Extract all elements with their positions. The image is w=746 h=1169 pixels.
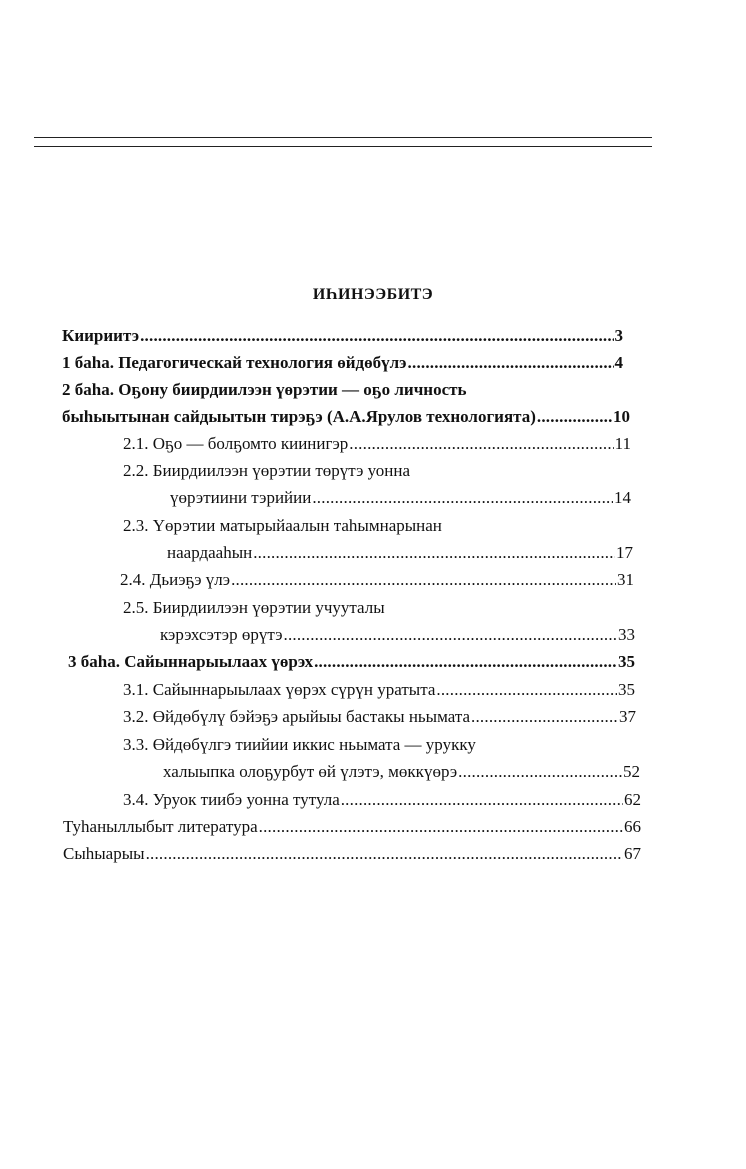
- page-title: ИҺИНЭЭБИТЭ: [312, 286, 434, 303]
- toc-entry-text: Киириитэ: [62, 326, 140, 345]
- toc-page-number: 17: [616, 543, 633, 562]
- leader-dots: [231, 570, 616, 590]
- leader-dots: [312, 488, 613, 508]
- toc-entry-text: 1 баһа. Педагогическай технология өйдөбүлэ: [62, 353, 407, 372]
- toc-page-number: 10: [613, 407, 630, 426]
- toc-entry-2-5-line1[interactable]: 2.5. Биирдиилээн үөрэтии учууталы: [123, 598, 385, 617]
- toc-entry-text: 3.1. Сайыннарыылаах үөрэх сүрүн уратыта: [123, 680, 436, 699]
- toc-entry-text: Туһаныллыбыт литература: [63, 817, 258, 836]
- leader-dots: [140, 326, 613, 346]
- leader-dots: [284, 625, 618, 645]
- toc-entry-appendix[interactable]: [63, 844, 641, 864]
- toc-entry-text: кэрэхсэтэр өрүтэ: [160, 625, 283, 644]
- leader-dots: [436, 680, 617, 700]
- toc-entry-chapter-1[interactable]: [62, 353, 623, 373]
- toc-entry-3-2[interactable]: [123, 707, 636, 727]
- toc-page-number: 62: [624, 790, 641, 809]
- toc-entry-2-2[interactable]: [170, 488, 631, 508]
- toc-entry-text: халыыпка олоҕурбут өй үлэтэ, мөккүөрэ: [163, 762, 458, 781]
- toc-page-number: 31: [617, 570, 634, 589]
- toc-entry-3-4[interactable]: [123, 790, 641, 810]
- toc-entry-chapter-3[interactable]: [68, 652, 635, 672]
- leader-dots: [314, 652, 617, 672]
- toc-entry-3-3[interactable]: [163, 762, 640, 782]
- toc-entry-literature[interactable]: [63, 817, 641, 837]
- toc-entry-intro[interactable]: [62, 326, 623, 346]
- leader-dots: [537, 407, 612, 427]
- toc-entry-2-4[interactable]: [120, 570, 634, 590]
- toc-entry-text: үөрэтиини тэрийии: [170, 488, 312, 507]
- toc-entry-text: наардааһын: [167, 543, 253, 562]
- header-rule-bottom: [34, 146, 652, 147]
- toc-entry-chapter-2[interactable]: [62, 407, 630, 427]
- toc-entry-text: Сыһыарыы: [63, 844, 145, 863]
- toc-entry-2-3[interactable]: [167, 543, 633, 563]
- toc-page-number: 52: [623, 762, 640, 781]
- leader-dots: [408, 353, 614, 373]
- toc-entry-text: быһыытынан сайдыытын тирэҕэ (А.А.Ярулов технологията): [62, 407, 536, 426]
- toc-entry-3-1[interactable]: [123, 680, 635, 700]
- leader-dots: [253, 543, 615, 563]
- toc-page-number: 37: [619, 707, 636, 726]
- leader-dots: [341, 790, 623, 810]
- toc-entry-2-2-line1[interactable]: 2.2. Биирдиилээн үөрэтии төрүтэ уонна: [123, 461, 410, 480]
- toc-entry-2-3-line1[interactable]: 2.3. Үөрэтии матырыйаалын таһымнарынан: [123, 516, 442, 535]
- toc-page-number: 11: [614, 434, 631, 453]
- toc-page-number: 4: [614, 353, 623, 372]
- toc-entry-2-1[interactable]: [123, 434, 631, 454]
- leader-dots: [458, 762, 622, 782]
- toc-page-number: 35: [618, 652, 635, 671]
- toc-page-number: 66: [624, 817, 641, 836]
- leader-dots: [471, 707, 618, 727]
- leader-dots: [146, 844, 623, 864]
- toc-page-number: 33: [618, 625, 635, 644]
- toc-entry-3-3-line1[interactable]: 3.3. Өйдөбүлгэ тиийии иккис ньымата — урукку: [123, 735, 476, 754]
- header-rule-top: [34, 137, 652, 138]
- toc-page-number: 35: [618, 680, 635, 699]
- toc-entry-chapter-2-line1[interactable]: 2 баһа. Оҕону биирдиилээн үөрэтии — оҕо личность: [62, 380, 467, 399]
- leader-dots: [259, 817, 623, 837]
- toc-entry-text: 2.1. Оҕо — болҕомто киинигэр: [123, 434, 349, 453]
- toc-page-number: 14: [614, 488, 631, 507]
- toc-entry-text: 3.4. Уруок тиибэ уонна тутула: [123, 790, 340, 809]
- toc-entry-text: 3.2. Өйдөбүлү бэйэҕэ арыйыы бастакы ньымата: [123, 707, 471, 726]
- toc-page-number: 3: [614, 326, 623, 345]
- toc-page-number: 67: [624, 844, 641, 863]
- toc-entry-2-5[interactable]: [160, 625, 635, 645]
- toc-entry-text: 3 баһа. Сайыннарыылаах үөрэх: [68, 652, 314, 671]
- toc-entry-text: 2.4. Дьиэҕэ үлэ: [120, 570, 231, 589]
- leader-dots: [349, 434, 613, 454]
